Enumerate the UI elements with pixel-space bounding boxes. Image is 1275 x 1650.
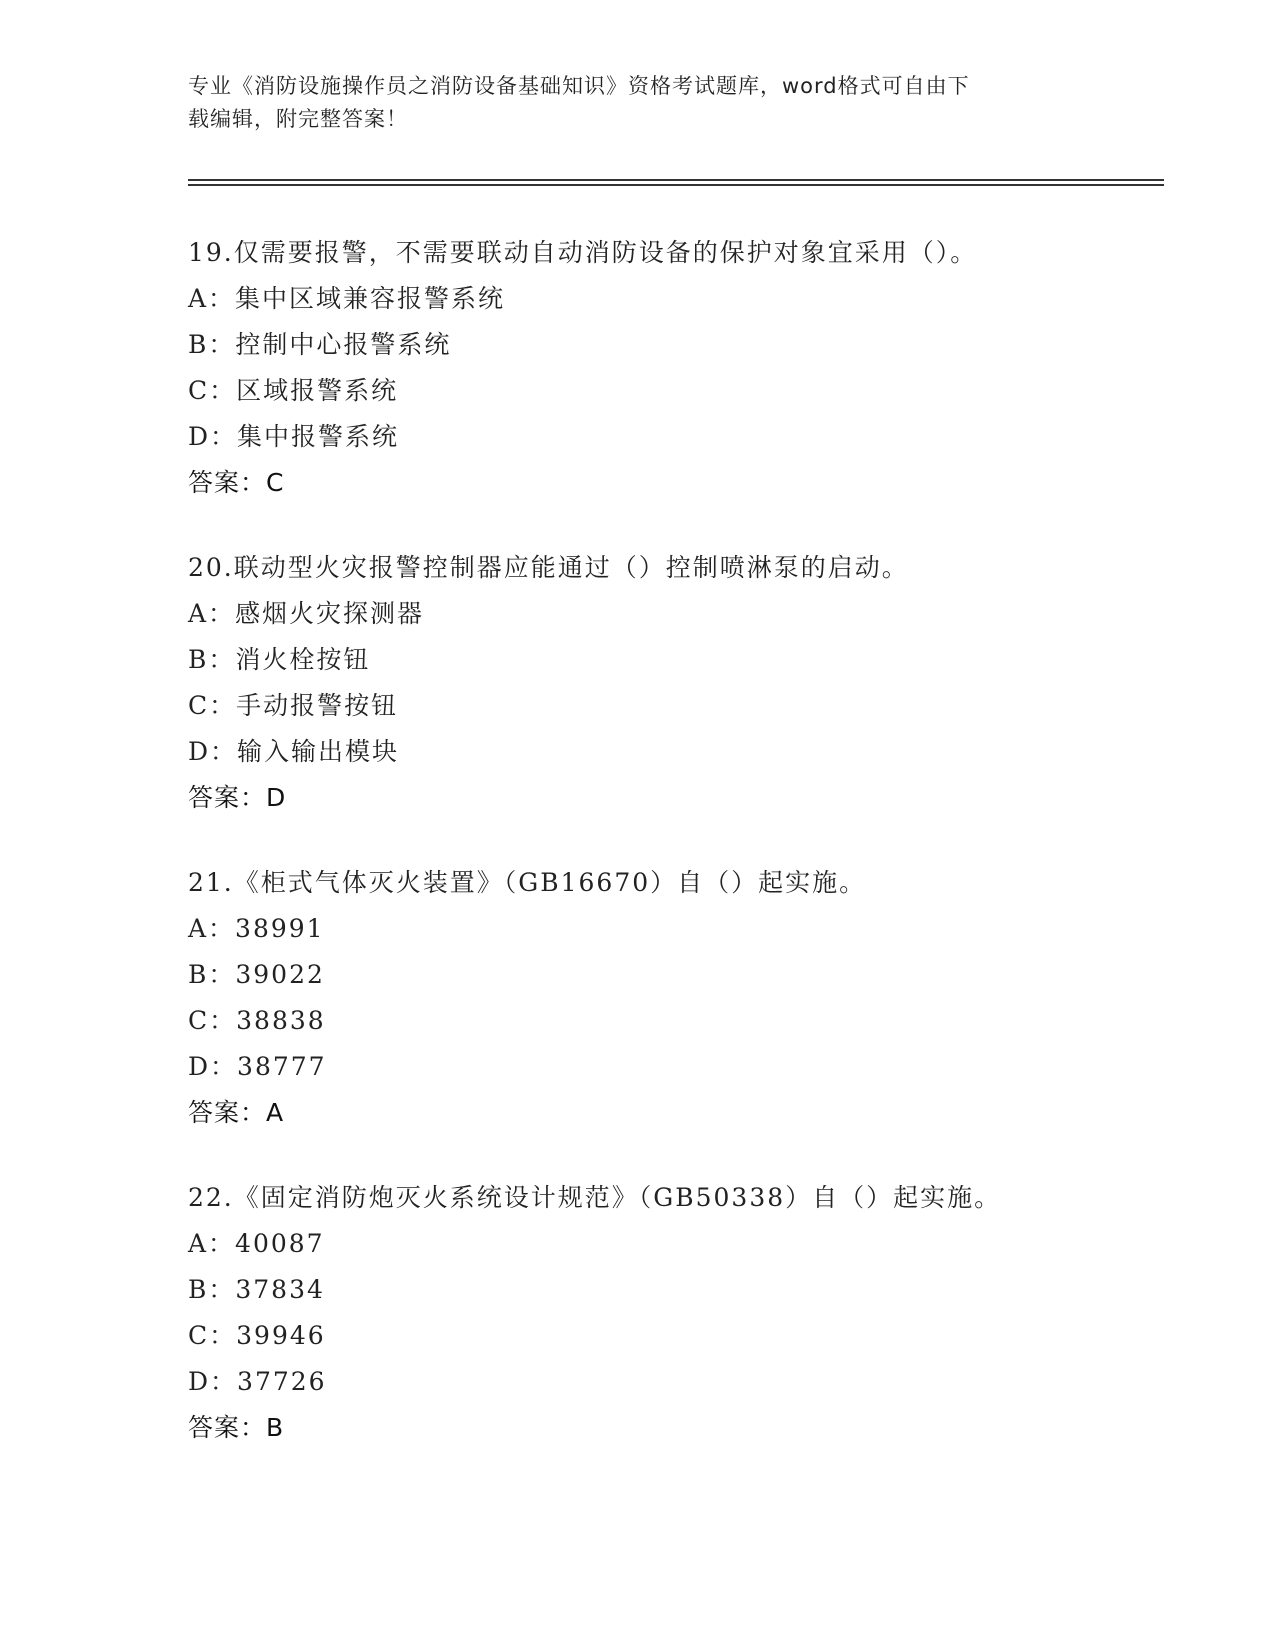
- header-line-1: 专业《消防设施操作员之消防设备基础知识》资格考试题库，word格式可自由下: [188, 74, 970, 98]
- option-b: B：39022: [188, 960, 325, 989]
- question-stem: 22.《固定消防炮灭火系统设计规范》（GB50338）自（）起实施。: [188, 1183, 1002, 1212]
- question-22: [188, 1175, 1188, 1451]
- answer: 答案：A: [188, 1098, 285, 1127]
- option-d: D：38777: [188, 1052, 327, 1081]
- option-b: B：37834: [188, 1275, 325, 1304]
- option-c: C：38838: [188, 1006, 326, 1035]
- option-d: D：输入输出模块: [188, 737, 400, 766]
- document-header: [188, 70, 1088, 136]
- question-20: [188, 545, 1188, 821]
- question-21: [188, 860, 1188, 1136]
- header-divider-bottom: [188, 184, 1164, 186]
- option-b: B：消火栓按钮: [188, 645, 371, 674]
- question-19: [188, 230, 1188, 506]
- option-c: C：39946: [188, 1321, 326, 1350]
- option-a: A：感烟火灾探测器: [188, 599, 425, 628]
- answer: 答案：D: [188, 783, 287, 812]
- option-a: A：集中区域兼容报警系统: [188, 284, 506, 313]
- question-stem: 19.仅需要报警，不需要联动自动消防设备的保护对象宜采用（）。: [188, 238, 978, 267]
- header-line-2: 载编辑，附完整答案！: [188, 107, 408, 131]
- header-divider-top: [188, 179, 1164, 181]
- question-stem: 20.联动型火灾报警控制器应能通过（）控制喷淋泵的启动。: [188, 553, 909, 582]
- option-d: D：37726: [188, 1367, 327, 1396]
- option-d: D：集中报警系统: [188, 422, 400, 451]
- answer: 答案：B: [188, 1413, 285, 1442]
- answer: 答案：C: [188, 468, 285, 497]
- option-c: C：手动报警按钮: [188, 691, 399, 720]
- option-c: C：区域报警系统: [188, 376, 399, 405]
- option-a: A：40087: [188, 1229, 325, 1258]
- option-a: A：38991: [188, 914, 325, 943]
- question-stem: 21.《柜式气体灭火装置》（GB16670）自（）起实施。: [188, 868, 867, 897]
- option-b: B：控制中心报警系统: [188, 330, 452, 359]
